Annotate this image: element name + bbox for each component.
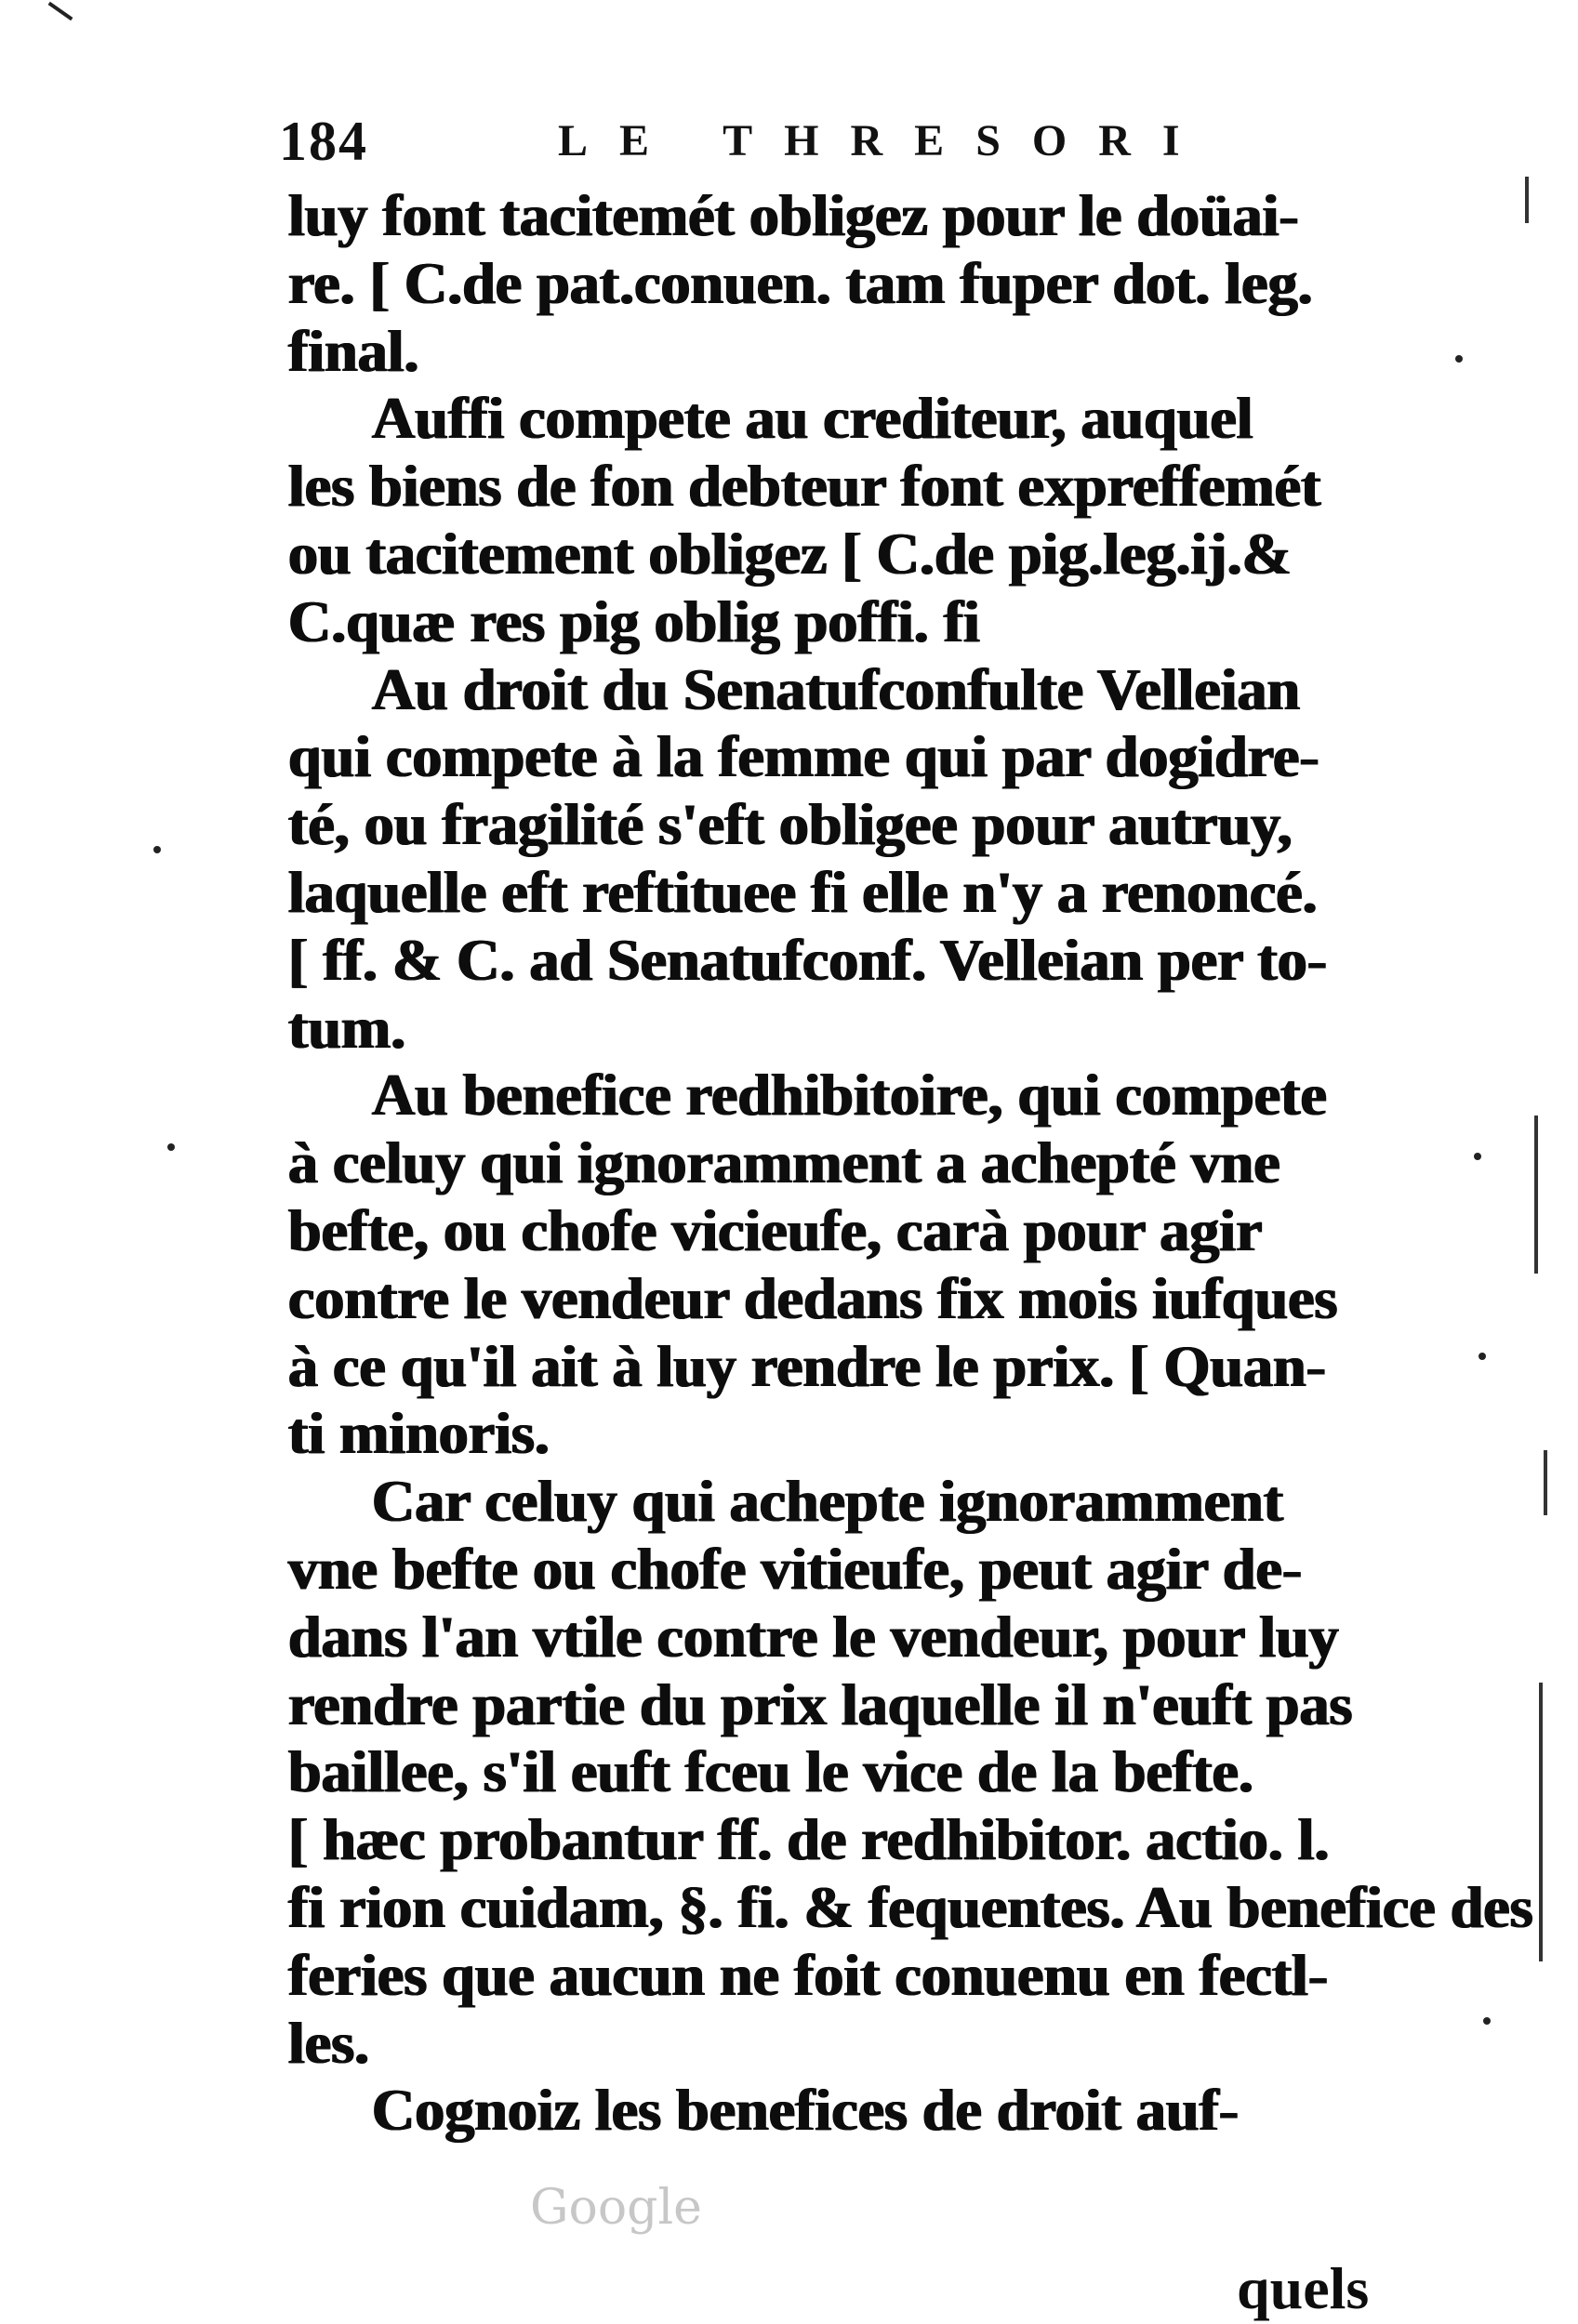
running-title: LE THRESORI <box>558 116 1212 165</box>
text-line: Au benefice redhibitoire, qui compete <box>372 1062 1327 1129</box>
text-line: ou tacitement obligez [ C.de pig.leg.ij.& <box>288 520 1292 587</box>
text-line: à celuy qui ignoramment a achepté vne <box>288 1129 1280 1196</box>
page-header <box>279 110 1348 184</box>
text-line: les. <box>288 2009 370 2076</box>
scan-speck <box>1455 355 1463 363</box>
text-line: Auffi compete au crediteur, auquel <box>372 385 1253 452</box>
text-line: fi rion cuidam, §. fi. & fequentes. Au benefice des <box>288 1873 1533 1940</box>
text-line: C.quæ res pig oblig poffi. fi <box>288 588 980 654</box>
text-line: qui compete à la femme qui par dogidre- <box>288 723 1319 790</box>
scan-edge-mark <box>1539 1683 1543 1961</box>
page-number: 184 <box>279 111 368 172</box>
text-line: luy font tacitemét obligez pour le doüai- <box>288 182 1299 248</box>
body-text <box>288 182 1533 2145</box>
text-line: feries que aucun ne foit conuenu en fectl- <box>288 1941 1329 2008</box>
google-watermark: Google <box>530 2180 702 2236</box>
scan-speck <box>1479 1353 1486 1360</box>
scan-speck <box>1483 2017 1491 2025</box>
text-line: Cognoiz les benefices de droit auf- <box>372 2077 1240 2144</box>
text-line: ti minoris. <box>288 1400 550 1467</box>
text-line: les biens de fon debteur font expreffemét <box>288 453 1321 520</box>
scan-speck <box>167 1143 175 1151</box>
scan-mark <box>48 2 73 20</box>
text-line: tum. <box>288 994 406 1061</box>
text-line: re. [ C.de pat.conuen. tam fuper dot. leg. <box>288 249 1313 316</box>
text-line: rendre partie du prix laquelle il n'euft pas <box>288 1670 1353 1737</box>
scan-speck <box>153 846 161 853</box>
text-line: contre le vendeur dedans fix mois iufques <box>288 1264 1338 1331</box>
text-line: té, ou fragilité s'eft obligee pour autruy, <box>288 791 1293 858</box>
scan-speck <box>1474 1153 1481 1160</box>
text-line: Car celuy qui achepte ignoramment <box>372 1468 1284 1535</box>
text-line: dans l'an vtile contre le vendeur, pour luy <box>288 1603 1339 1670</box>
text-line: befte, ou chofe vicieufe, carà pour agir <box>288 1196 1263 1263</box>
catchword: quels <box>1237 2255 1370 2321</box>
text-line: baillee, s'il euft fceu le vice de la befte. <box>288 1738 1253 1805</box>
text-line: à ce qu'il ait à luy rendre le prix. [ Quan- <box>288 1332 1326 1399</box>
text-line: final. <box>288 317 419 384</box>
scan-edge-mark <box>1534 1116 1538 1274</box>
text-line: [ ff. & C. ad Senatufconf. Velleian per to- <box>288 926 1327 993</box>
text-line: laquelle eft reftituee fi elle n'y a renoncé. <box>288 858 1318 925</box>
scan-edge-mark <box>1525 177 1529 223</box>
text-line: Au droit du Senatufconfulte Velleian <box>372 655 1301 722</box>
scan-edge-mark <box>1544 1450 1547 1515</box>
text-line: vne befte ou chofe vitieufe, peut agir de- <box>288 1535 1303 1602</box>
text-line: [ hæc probantur ff. de redhibitor. actio. l. <box>288 1806 1330 1873</box>
